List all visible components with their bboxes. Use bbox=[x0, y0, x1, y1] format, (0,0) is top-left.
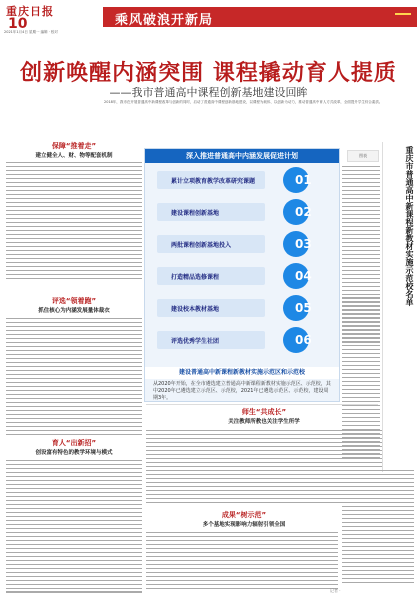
bottom-right-body bbox=[342, 470, 414, 590]
section-2-subtitle: 抓住核心为内涵发展量体裁衣 bbox=[38, 308, 110, 314]
section-4-title: 师生“共成长” bbox=[241, 408, 287, 416]
infographic-item-4-label: 打造精品选修课程 bbox=[171, 274, 220, 281]
byline: 记者 · bbox=[330, 588, 341, 593]
newspaper-logo: 重庆日报 bbox=[6, 5, 54, 18]
page-number: 10 bbox=[8, 16, 28, 32]
infographic-item-1-number: 01 bbox=[295, 173, 312, 187]
sidebar-vertical-title: 重庆市普通高中新课程新教材实施示范校名单 bbox=[405, 146, 414, 306]
section-5-title: 成果“树示范” bbox=[221, 511, 267, 519]
infographic-item-5-label: 建设校本教材基地 bbox=[171, 306, 220, 313]
infographic-item-4-number: 04 bbox=[295, 269, 312, 283]
section-3-title: 育人“出新招” bbox=[51, 439, 97, 447]
section-3-body bbox=[6, 460, 142, 594]
section-5-body bbox=[146, 532, 338, 594]
infographic-item-1-label: 累计立项教育教学改革研究课题 bbox=[171, 178, 256, 185]
section-1-body bbox=[6, 162, 142, 282]
infographic-item-5-number: 05 bbox=[295, 301, 312, 315]
lead-paragraph: 2018年，我市在开展普通高中新课程改革与创新的同时，启动了普通高中课程创新基地建设，以课程为载体、以创新为动力，推动普通高中育人方式改革，全面提升学生综合素质。 bbox=[104, 100, 383, 104]
sidebar-thumbnail: 图表 bbox=[347, 150, 379, 162]
section-1-subtitle: 建立健全人、财、物等配套机制 bbox=[35, 153, 113, 159]
infographic-item-2-number: 02 bbox=[295, 205, 312, 219]
column-divider bbox=[382, 142, 383, 472]
edition-meta: 2021年1月4日 星期一 编辑 · 校对 bbox=[4, 30, 58, 34]
banner-title: 乘风破浪开新局 bbox=[115, 13, 214, 28]
infographic-header: 深入推进普通高中内涵发展促进计划 bbox=[145, 149, 339, 163]
headline: 创新唤醒内涵突围 课程撬动育人提质 bbox=[20, 60, 397, 86]
infographic bbox=[144, 148, 340, 402]
infographic-banner: 建设普通高中新课程新教材实施示范区和示范校 bbox=[145, 367, 339, 379]
infographic-footer-text: 从2020年开始，在全市遴选建立普通高中新课程新教材实施示范区、示范校，其中2020年已遴选建立示范区、示范校，2021年已遴选示范区、示范校，建设周期3年。 bbox=[153, 381, 331, 401]
section-2-title: 评选“领着跑” bbox=[51, 297, 97, 305]
section-4-subtitle: 关注教师所教也关注学生所学 bbox=[228, 419, 300, 425]
section-3-subtitle: 创设富有特色的教学环境与模式 bbox=[35, 450, 113, 456]
banner-decoration bbox=[395, 13, 411, 23]
infographic-item-2-label: 建设课程创新基地 bbox=[171, 210, 220, 217]
infographic-item-3-number: 03 bbox=[295, 237, 312, 251]
subheadline: ——我市普通高中课程创新基地建设回眸 bbox=[109, 86, 308, 99]
section-5-subtitle: 多个基地实现影响力辐射引领全国 bbox=[202, 522, 286, 528]
section-banner bbox=[103, 7, 417, 27]
infographic-item-3-label: 两批课程创新基地投入 bbox=[171, 242, 232, 249]
section-2-body bbox=[6, 318, 142, 438]
infographic-item-6-number: 06 bbox=[295, 333, 312, 347]
section-divider-1 bbox=[146, 404, 378, 405]
infographic-item-6-label: 评选优秀学生社团 bbox=[171, 338, 220, 345]
section-1-title: 保障“推着走” bbox=[51, 142, 97, 150]
